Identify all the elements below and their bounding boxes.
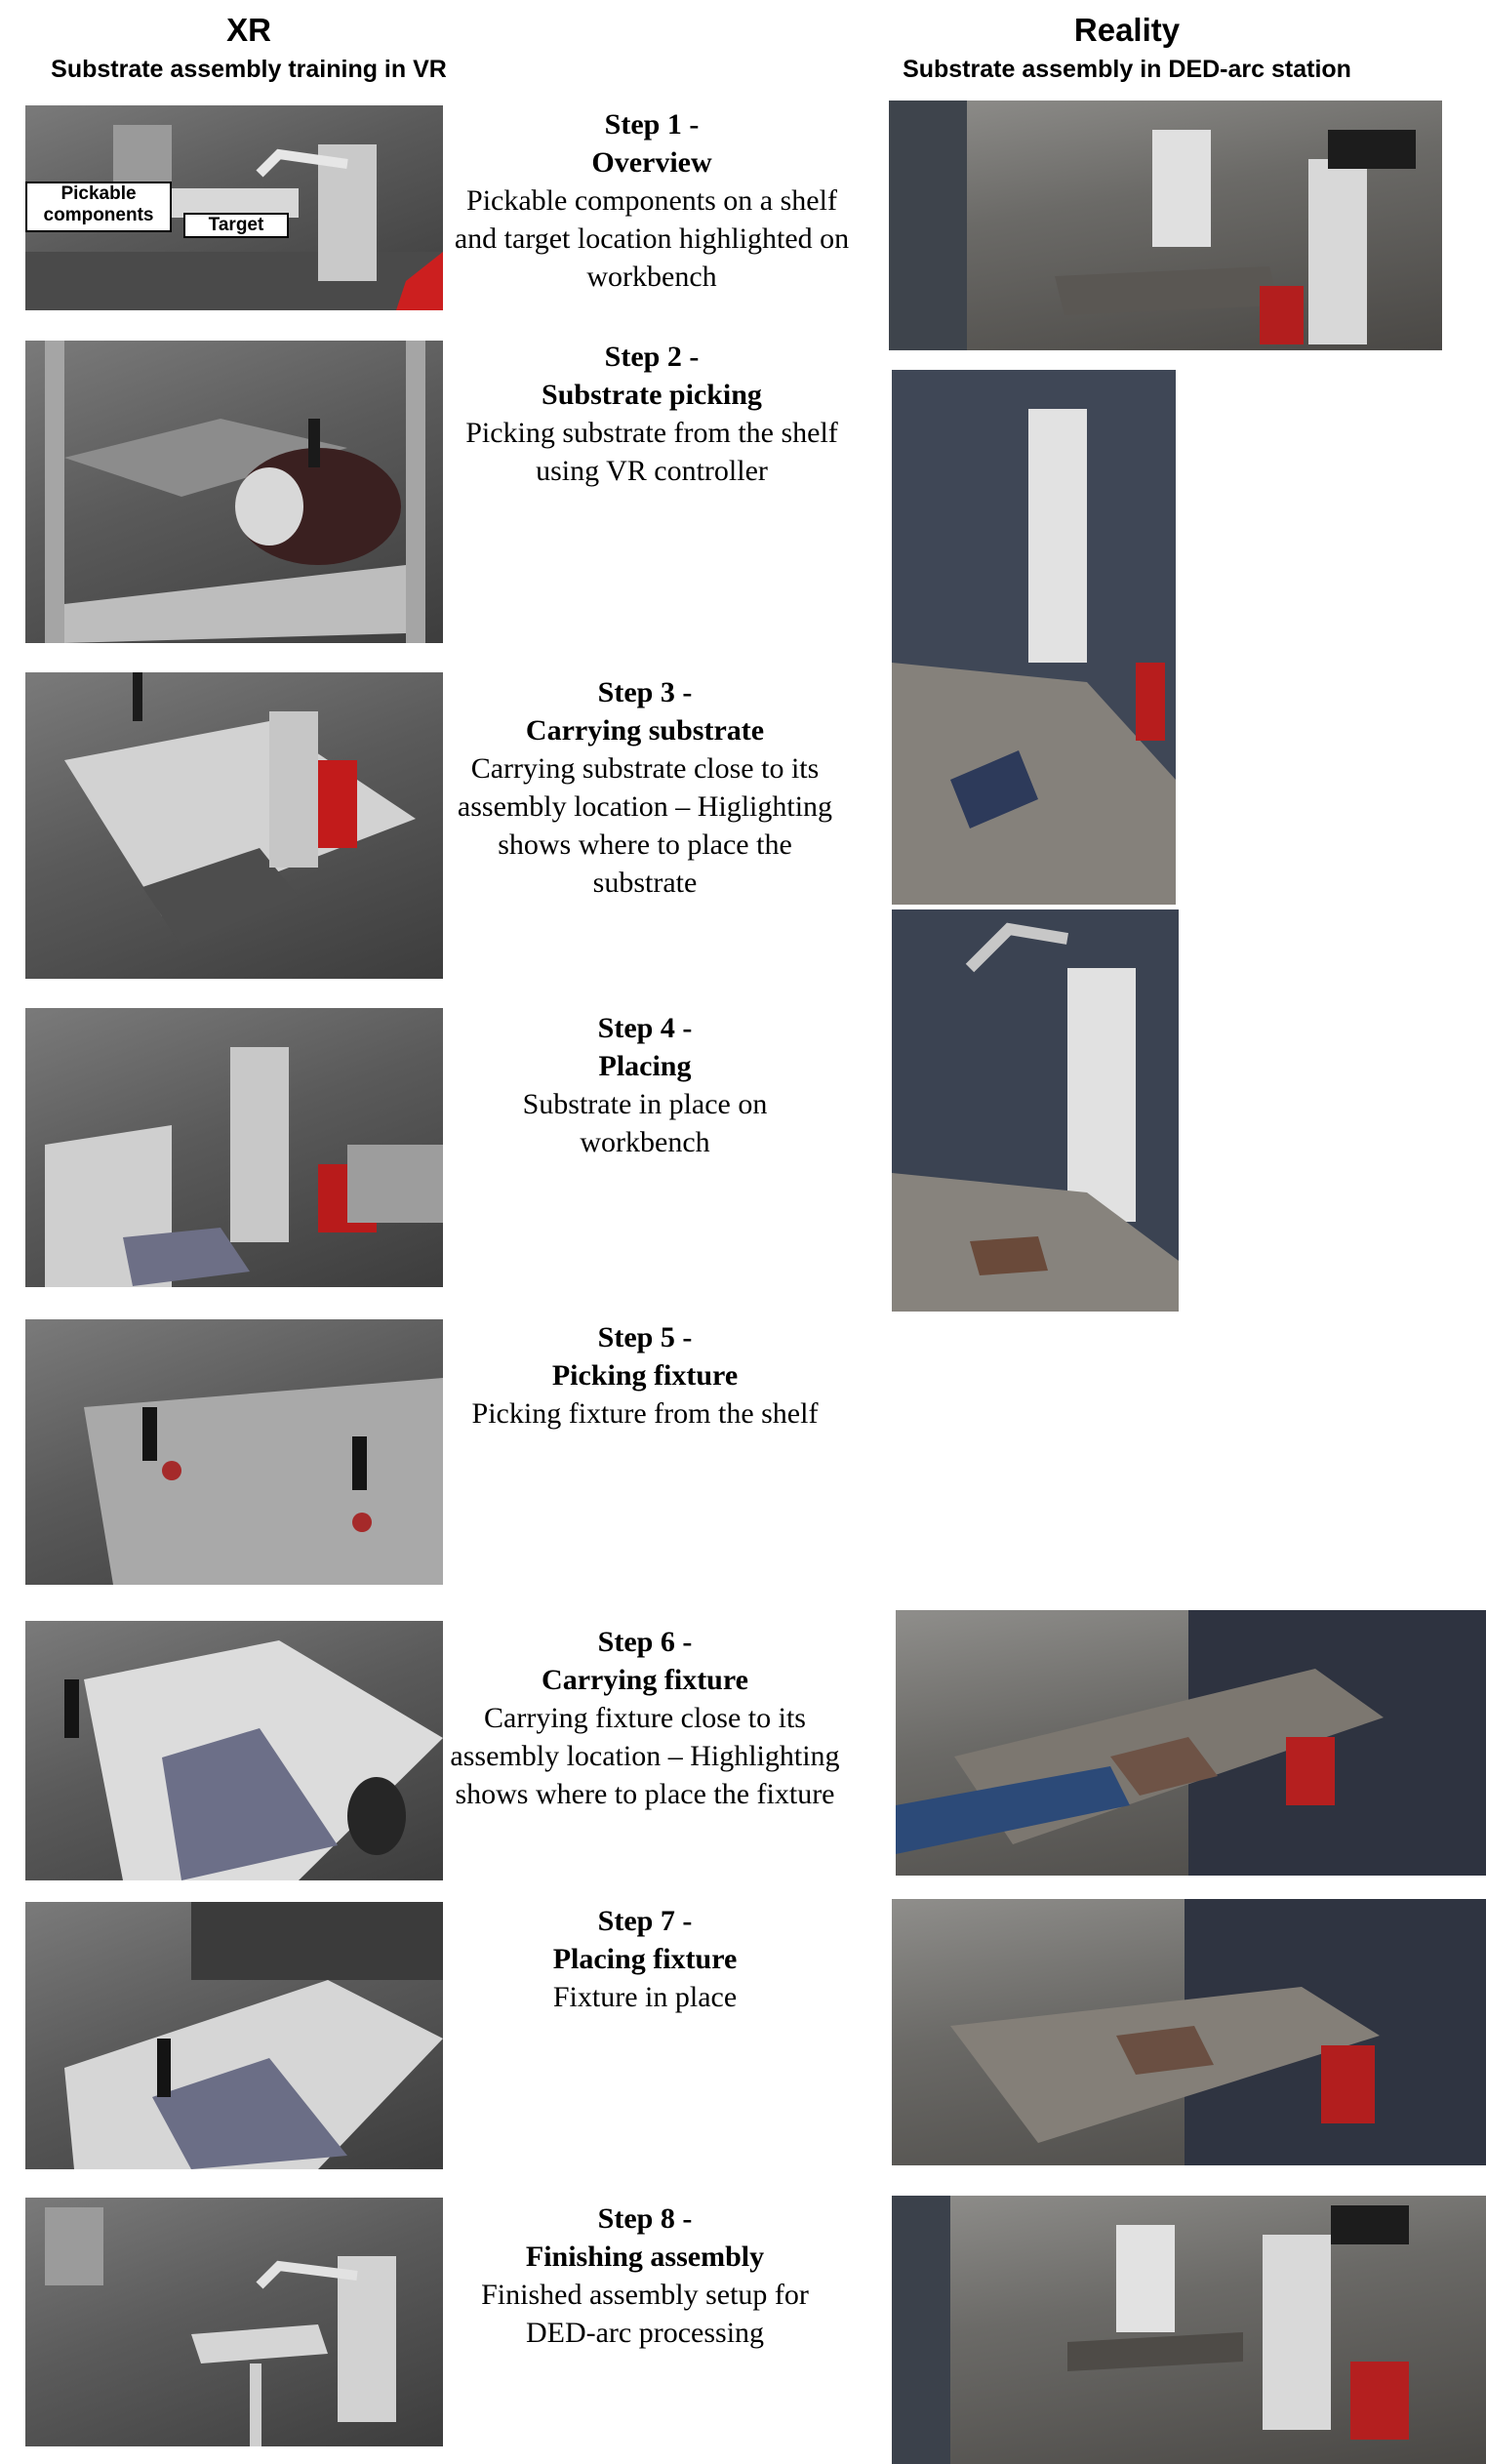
step-5-desc: Picking fixture from the shelf bbox=[471, 1397, 819, 1430]
step-2-number: Step 2 - bbox=[604, 341, 700, 373]
step-5-number: Step 5 - bbox=[597, 1321, 693, 1353]
step-6-text bbox=[445, 1623, 845, 1813]
step-4-text bbox=[445, 1009, 845, 1161]
reality-photo-step-2-3 bbox=[892, 370, 1176, 905]
reality-header bbox=[820, 12, 1434, 84]
reality-photo-step-1 bbox=[889, 101, 1442, 350]
step-8-desc: Finished assembly setup for DED-arc processing bbox=[481, 2279, 809, 2349]
step-4-desc: Substrate in place on workbench bbox=[522, 1088, 768, 1158]
step-4-number: Step 4 - bbox=[597, 1012, 693, 1044]
xr-subtitle: Substrate assembly training in VR bbox=[51, 56, 447, 83]
target-label: Target bbox=[183, 213, 289, 238]
xr-title: XR bbox=[226, 12, 271, 48]
vr-image-step-5 bbox=[25, 1319, 443, 1585]
step-6-title: Carrying fixture bbox=[542, 1664, 748, 1696]
step-7-number: Step 7 - bbox=[597, 1905, 693, 1937]
step-7-desc: Fixture in place bbox=[552, 1981, 738, 2013]
step-5-text bbox=[445, 1318, 845, 1433]
reality-title: Reality bbox=[1073, 12, 1181, 48]
step-7-text bbox=[445, 1902, 845, 2016]
reality-photo-step-7 bbox=[892, 1899, 1486, 2165]
reality-photo-step-4 bbox=[892, 909, 1179, 1312]
step-2-desc: Picking substrate from the shelf using VR controller bbox=[465, 417, 838, 487]
step-3-title: Carrying substrate bbox=[525, 714, 765, 747]
step-2-text bbox=[445, 338, 859, 490]
step-8-number: Step 8 - bbox=[597, 2202, 693, 2235]
reality-photo-step-6 bbox=[896, 1610, 1486, 1876]
vr-image-step-8 bbox=[25, 2198, 443, 2446]
step-3-desc: Carrying substrate close to its assembly location – Higlighting shows where to place the substrate bbox=[457, 752, 833, 899]
step-2-title: Substrate picking bbox=[542, 379, 762, 411]
reality-photo-step-8 bbox=[892, 2196, 1486, 2464]
vr-image-step-3 bbox=[25, 672, 443, 979]
step-8-text bbox=[445, 2200, 845, 2352]
step-6-desc: Carrying fixture close to its assembly location – Highlighting shows where to place the fixture bbox=[450, 1702, 840, 1810]
step-1-text bbox=[445, 105, 859, 296]
reality-subtitle: Substrate assembly in DED-arc station bbox=[903, 56, 1351, 83]
xr-header bbox=[0, 12, 498, 84]
vr-image-step-7 bbox=[25, 1902, 443, 2169]
step-1-number: Step 1 - bbox=[604, 108, 700, 141]
vr-image-step-2 bbox=[25, 341, 443, 643]
step-4-title: Placing bbox=[598, 1050, 692, 1082]
step-5-title: Picking fixture bbox=[551, 1359, 739, 1392]
step-6-number: Step 6 - bbox=[597, 1626, 693, 1658]
step-1-title: Overview bbox=[591, 146, 712, 179]
vr-image-step-6 bbox=[25, 1621, 443, 1880]
vr-image-step-1 bbox=[25, 105, 443, 310]
step-7-title: Placing fixture bbox=[552, 1943, 738, 1975]
step-1-desc: Pickable components on a shelf and target location highlighted on workbench bbox=[454, 184, 850, 293]
step-8-title: Finishing assembly bbox=[525, 2241, 765, 2273]
step-3-text bbox=[445, 673, 845, 902]
pickable-components-label: Pickable components bbox=[25, 182, 172, 232]
vr-image-step-4 bbox=[25, 1008, 443, 1287]
step-3-number: Step 3 - bbox=[597, 676, 693, 708]
